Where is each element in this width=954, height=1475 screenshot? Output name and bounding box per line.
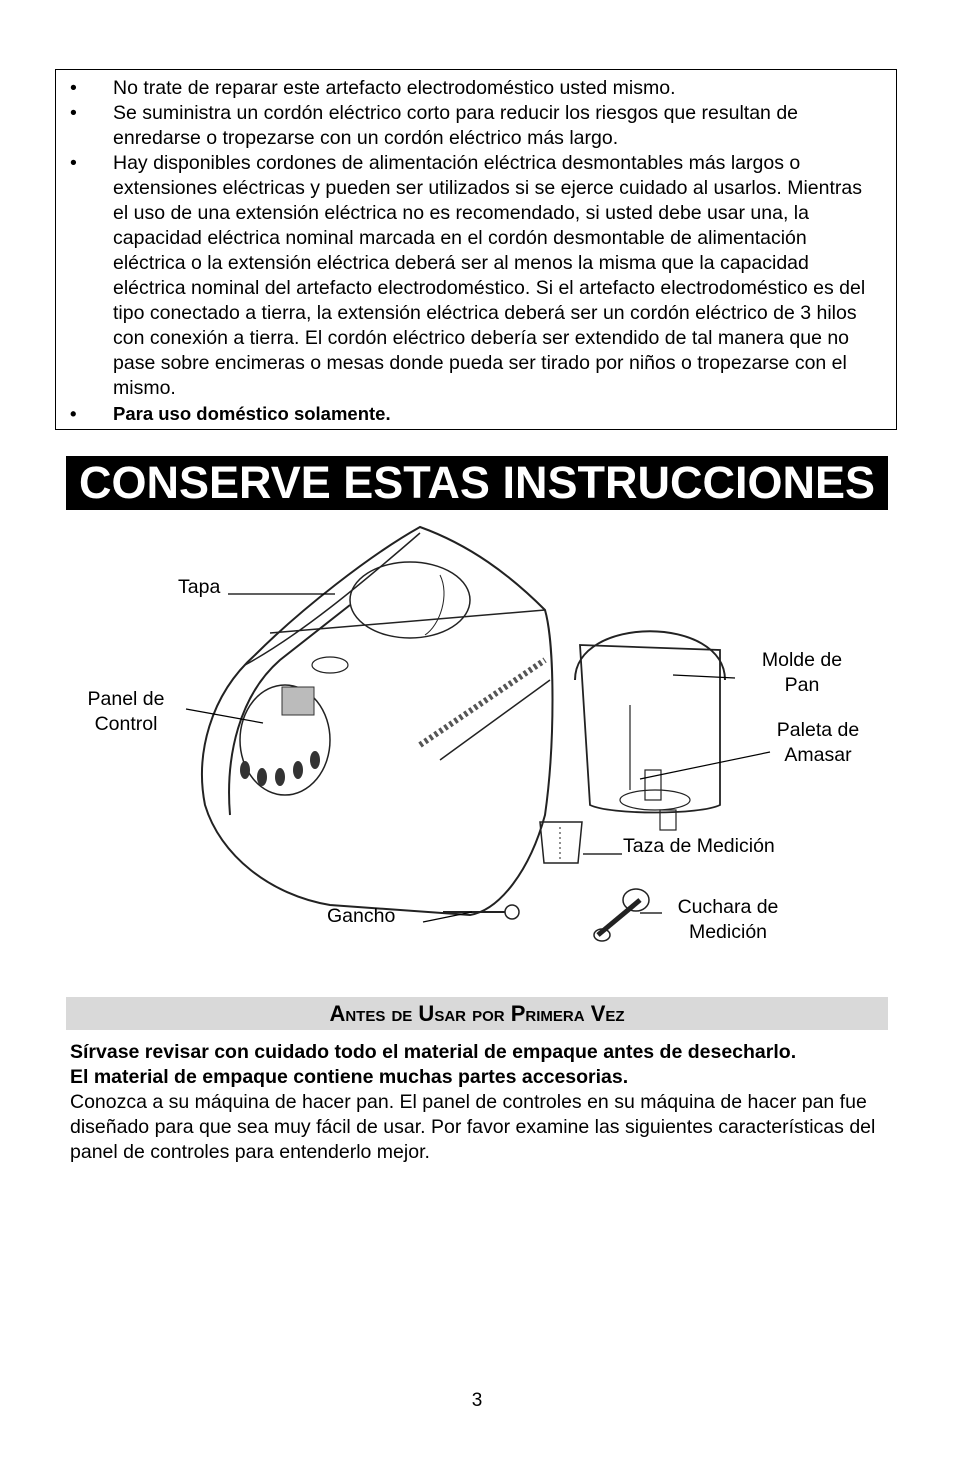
label-taza-de-medicion: Taza de Medición xyxy=(623,835,775,857)
intro-paragraph xyxy=(70,1040,900,1165)
leader-panel xyxy=(186,709,263,723)
bread-pan xyxy=(580,645,720,813)
warning-text: Hay disponibles cordones de alimentación eléctrica desmontables más largos o extensiones eléctricas y pueden ser utilizados si se ejerce cuidado al usarlos. Mientras el uso de una extensión eléctrica no es recomendado, si usted debe usar una, la capacidad eléctrica nominal marcada en el cordón desmontable de alimentación eléctrica o la extensión eléctrica deberá ser al menos la misma que la capacidad eléctrica nominal del artefacto electrodoméstico. Si el artefacto electrodoméstico es del tipo conectado a tierra, la extensión eléctrica deberá ser un cordón eléctrico de 3 hilos con conexión a tierra. El cordón eléctrico debería ser extendido de tal manera que no pase sobre encimeras o mesas donde pueda ser tirado por niños o tropezarse con el mismo. xyxy=(113,152,866,399)
label-molde-de-pan: Molde de Pan xyxy=(761,649,843,696)
safety-warnings-box xyxy=(55,69,897,430)
label-cuchara-de-medicion: Cuchara de Medición xyxy=(677,896,779,943)
intro-bold-line-2: El material de empaque contiene muchas partes accesorias. xyxy=(70,1066,629,1088)
warning-item: • Hay disponibles cordones de alimentación eléctrica desmontables más largos o extensiones eléctricas y pueden ser utilizados si se ejerce cuidado al usarlos. Mientras el uso de una extensión eléctrica no es recomendado, si usted debe usar una, la capacidad eléctrica nominal marcada en el cordón desmontable de alimentación eléctrica o la extensión eléctrica deberá ser al menos la misma que la capacidad eléctrica nominal del artefacto electrodoméstico. Si el artefacto electrodoméstico es del tipo conectado a tierra, la extensión eléctrica deberá ser un cordón eléctrico de 3 hilos con conexión a tierra. El cordón eléctrico debería ser extendido de tal manera que no pase sobre encimeras o mesas donde pueda ser tirado por niños o tropezarse con el mismo. xyxy=(70,152,866,399)
kneading-paddle xyxy=(645,770,661,800)
warning-item-household: • Para uso doméstico solamente. xyxy=(70,403,391,424)
warning-item: • Se suministra un cordón eléctrico corto para reducir los riesgos que resultan de enredarse o tropezarse con un cordón eléctrico más largo. xyxy=(70,102,799,149)
measuring-cup xyxy=(540,822,582,863)
lid-back xyxy=(245,533,420,665)
intro-bold-line-1: Sírvase revisar con cuidado todo el material de empaque antes de desecharlo. xyxy=(70,1041,797,1063)
label-gancho: Gancho xyxy=(327,905,396,927)
page-number: 3 xyxy=(471,1390,483,1411)
intro-text: Conozca a su máquina de hacer pan. El panel de controles en su máquina de hacer pan fue diseñado para que sea muy fácil de usar. Por favor examine las siguientes características del panel de controles para entenderlo mejor. xyxy=(70,1091,876,1163)
parts-diagram xyxy=(0,515,954,955)
side-vents xyxy=(420,660,545,745)
lid-window xyxy=(350,562,470,638)
display-window xyxy=(282,687,314,715)
warning-text: Se suministra un cordón eléctrico corto para reducir los riesgos que resultan de enredarse o tropezarse con un cordón eléctrico más largo. xyxy=(113,102,799,149)
label-tapa: Tapa xyxy=(178,576,221,598)
save-instructions-banner: CONSERVE ESTAS INSTRUCCIONES xyxy=(66,456,888,510)
warning-text: Para uso doméstico solamente. xyxy=(113,403,391,424)
warning-item: • No trate de reparar este artefacto electrodoméstico usted mismo. xyxy=(70,77,676,99)
leader-paleta xyxy=(640,752,770,779)
section-heading-antes-de-usar: Antes de Usar por Primera Vez xyxy=(66,997,888,1030)
label-panel-de-control: Panel de Control xyxy=(87,688,165,735)
warning-list xyxy=(56,76,896,426)
warning-text: No trate de reparar este artefacto electrodoméstico usted mismo. xyxy=(113,77,676,99)
label-paleta-de-amasar: Paleta de Amasar xyxy=(776,719,860,766)
pan-handle xyxy=(575,631,725,680)
